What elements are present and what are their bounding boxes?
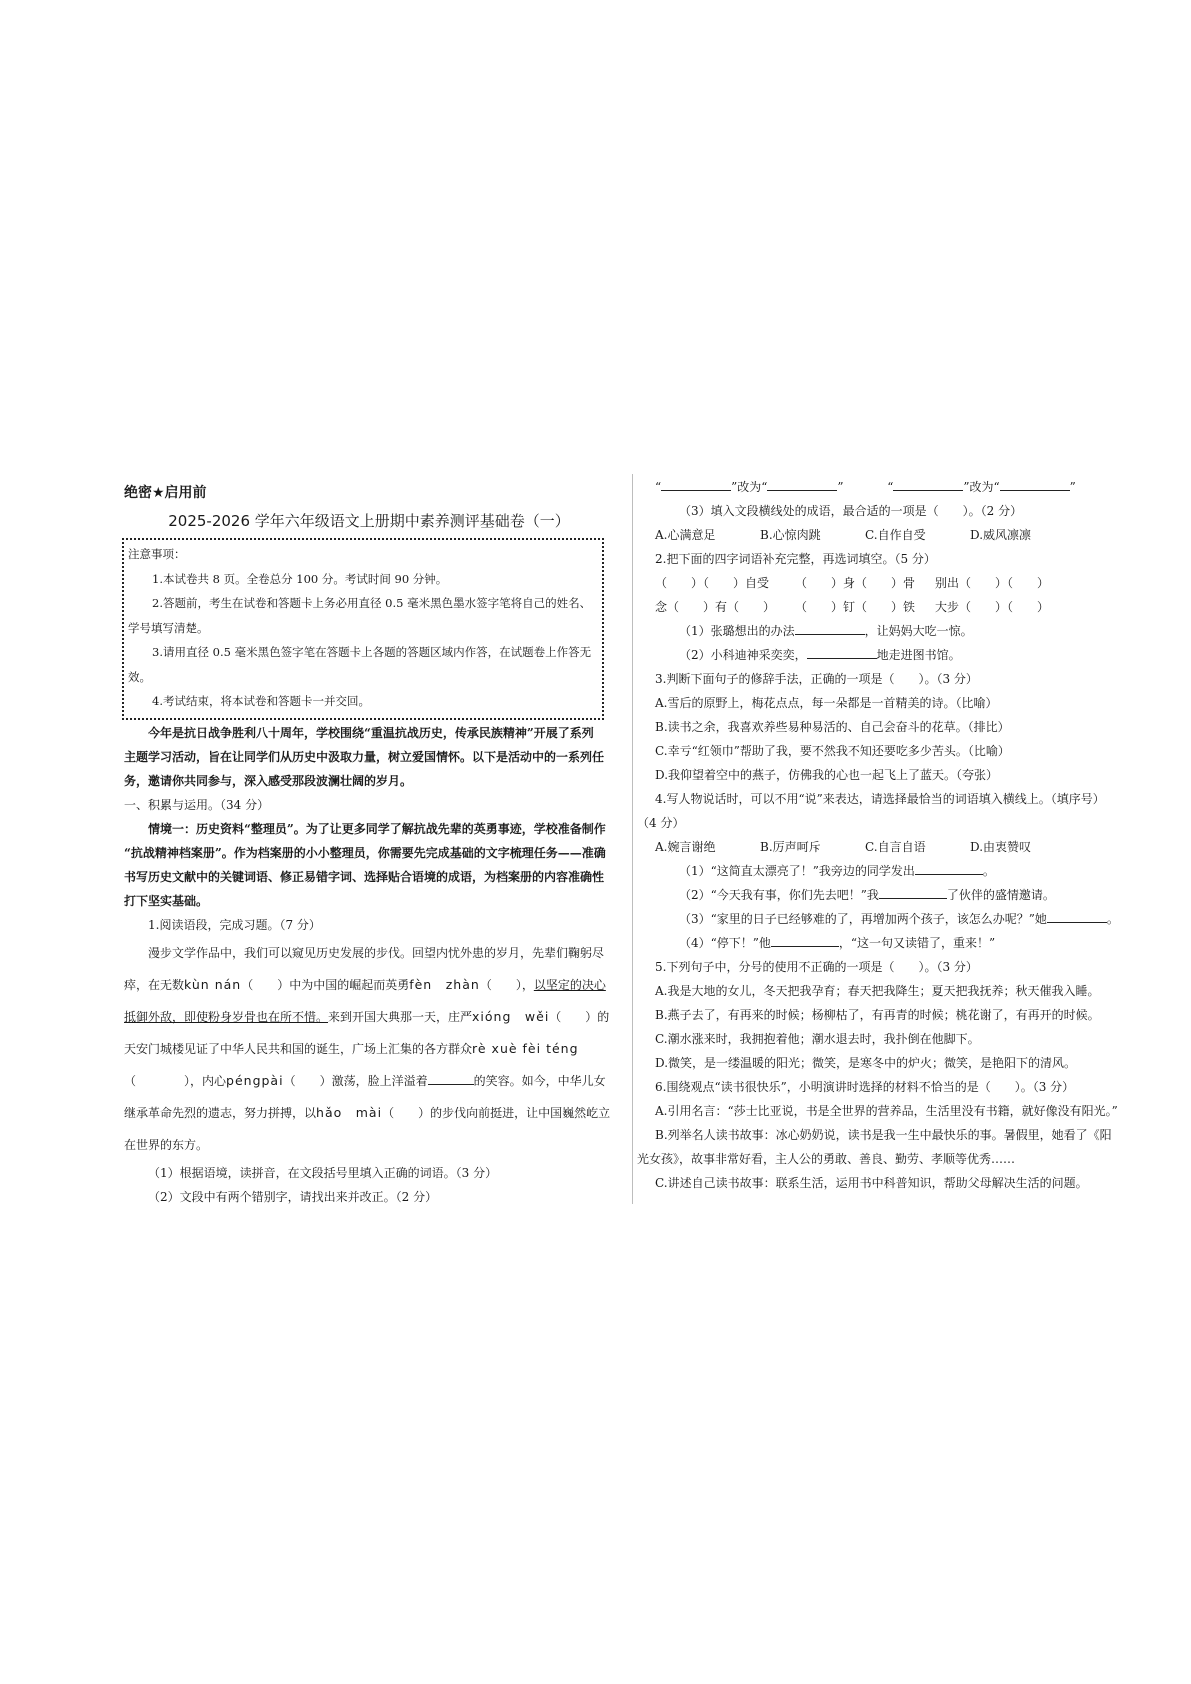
sentence-text: （1）张璐想出的办法 bbox=[679, 624, 795, 638]
answer-bracket[interactable]: （ ）的 bbox=[549, 1009, 610, 1024]
passage-text: 瘁，在无数 bbox=[124, 977, 185, 992]
idiom-row-2 bbox=[655, 595, 1125, 619]
change-label: ”改为“ bbox=[731, 480, 768, 494]
fill-blank[interactable] bbox=[771, 934, 839, 947]
fill-blank[interactable] bbox=[1047, 910, 1107, 923]
sentence-text: （2）“今天我有事，你们先去吧！”我 bbox=[679, 888, 879, 902]
pinyin-prompt: hǎo mài bbox=[316, 1104, 383, 1120]
question-1-sub2: （2）文段中有两个错别字，请找出来并改正。（2 分） bbox=[148, 1189, 438, 1204]
context-line: 打下坚实基础。 bbox=[124, 893, 209, 908]
sentence-text: ，“这一句又读错了，重来！” bbox=[838, 936, 996, 950]
pinyin-prompt: kùn nán bbox=[184, 976, 242, 992]
question-4-sub4 bbox=[655, 931, 1125, 955]
option-c[interactable]: C.自言自语 bbox=[865, 840, 926, 854]
option-d[interactable]: D.我仰望着空中的燕子，仿佛我的心也一起飞上了蓝天。（夸张） bbox=[655, 768, 999, 782]
question-1-sub3: （3）填入文段横线处的成语，最合适的一项是（ ）。（2 分） bbox=[679, 504, 1023, 518]
option-a[interactable]: A.我是大地的女儿，冬天把我孕育；春天把我降生；夏天把我抚养；秋天催我入睡。 bbox=[655, 984, 1100, 998]
underlined-sentence: 抵御外敌，即使粉身岁骨也在所不惜。 bbox=[124, 1009, 329, 1024]
idiom-item[interactable]: 别出（ ）（ ） bbox=[935, 576, 1050, 590]
question-6-stem: 6.围绕观点“读书很快乐”，小明演讲时选择的材料不恰当的是（ ）。（3 分） bbox=[655, 1080, 1075, 1094]
fill-blank[interactable] bbox=[795, 622, 865, 635]
answer-bracket[interactable]: （ ），内心 bbox=[124, 1073, 227, 1088]
underlined-sentence: 以坚定的决心 bbox=[533, 977, 606, 992]
option-b[interactable]: B.读书之余，我喜欢养些易种易活的、自己会奋斗的花草。（排比） bbox=[655, 720, 1010, 734]
idiom-row-1 bbox=[655, 571, 1125, 595]
option-c[interactable]: C.幸亏“红领巾”帮助了我，要不然我不知还要吃多少苦头。（比喻） bbox=[655, 744, 1010, 758]
pinyin-prompt: fèn zhàn bbox=[409, 976, 480, 992]
fill-blank[interactable] bbox=[879, 886, 947, 899]
answer-bracket[interactable]: （ ）， bbox=[479, 977, 534, 992]
passage-text: 天安门城楼见证了中华人民共和国的诞生，广场上汇集的各方群众 bbox=[124, 1041, 473, 1056]
passage-line bbox=[124, 1033, 614, 1065]
idiom-item[interactable]: 念（ ）有（ ） bbox=[655, 600, 776, 614]
question-1-stem: 1.阅读语段，完成习题。（7 分） bbox=[148, 917, 321, 932]
passage-line bbox=[124, 1065, 614, 1097]
question-2-stem: 2.把下面的四字词语补充完整，再选词填空。（5 分） bbox=[655, 552, 936, 566]
option-b[interactable]: B.燕子去了，有再来的时候；杨柳枯了，有再青的时候；桃花谢了，有再开的时候。 bbox=[655, 1008, 1100, 1022]
right-column bbox=[637, 475, 1125, 1195]
typo-blank[interactable] bbox=[661, 478, 731, 491]
option-d[interactable]: D.微笑，是一缕温暖的阳光；微笑，是寒冬中的炉火；微笑，是艳阳下的清风。 bbox=[655, 1056, 1077, 1070]
fill-blank[interactable] bbox=[915, 862, 983, 875]
idiom-item[interactable]: （ ）（ ）自受 bbox=[655, 576, 770, 590]
passage-line: 漫步文学作品中，我们可以窥见历史发展的步伐。回望内忧外患的岁月，先辈们鞠躬尽 bbox=[148, 945, 605, 960]
sentence-text: （2）小科迪神采奕奕， bbox=[679, 648, 807, 662]
question-4-sub1 bbox=[655, 859, 1125, 883]
correction-blank[interactable] bbox=[767, 478, 837, 491]
question-2-sub1 bbox=[655, 619, 1125, 643]
intro-line: 务，邀请你共同参与，深入感受那段波澜壮阔的岁月。 bbox=[124, 773, 413, 788]
column-divider bbox=[632, 474, 633, 1204]
sentence-text: 地走进图书馆。 bbox=[876, 648, 961, 662]
change-label: ”改为“ bbox=[963, 480, 1000, 494]
answer-bracket[interactable]: （ ）的步伐向前挺进，让中国巍然屹立 bbox=[382, 1105, 611, 1120]
passage-line: 在世界的东方。 bbox=[124, 1137, 209, 1152]
option-c[interactable]: C.潮水涨来时，我拥抱着他；潮水退去时，我扑倒在他脚下。 bbox=[655, 1032, 980, 1046]
question-2-sub2 bbox=[655, 643, 1125, 667]
question-4-score: （4 分） bbox=[637, 816, 685, 830]
passage-text: 的笑容。如今，中华儿女 bbox=[473, 1073, 606, 1088]
quote-mark: “ bbox=[887, 480, 894, 494]
intro-line: 主题学习活动，旨在让同学们从历史中汲取力量，树立爱国情怀。以下是活动中的一系列任 bbox=[124, 749, 605, 764]
passage-line bbox=[124, 969, 614, 1001]
answer-bracket[interactable]: （ ）激荡，脸上洋溢着 bbox=[283, 1073, 428, 1088]
section-heading: 一、积累与运用。（34 分） bbox=[124, 797, 270, 812]
typo-blank[interactable] bbox=[893, 478, 963, 491]
option-c[interactable]: C.讲述自己读书故事：联系生活，运用书中科普知识，帮助父母解决生活的问题。 bbox=[655, 1176, 1088, 1190]
context-paragraph bbox=[124, 817, 614, 913]
notice-item: 2.答题前，考生在试卷和答题卡上务必用直径 0.5 毫米黑色墨水签字笔将自己的姓名、 bbox=[152, 596, 592, 610]
notice-item: 效。 bbox=[128, 669, 151, 684]
notice-item: 4.考试结束，将本试卷和答题卡一并交回。 bbox=[152, 694, 370, 708]
option-a[interactable]: A.引用名言：“莎士比亚说，书是全世界的营养品，生活里没有书籍，就好像没有阳光。” bbox=[655, 1104, 1118, 1118]
typo-answer-row bbox=[655, 475, 1125, 499]
sentence-text: （3）“家里的日子已经够难的了，再增加两个孩子，该怎么办呢？”她 bbox=[679, 912, 1047, 926]
option-a[interactable]: A.心满意足 bbox=[655, 528, 716, 542]
option-c[interactable]: C.自作自受 bbox=[865, 528, 926, 542]
question-4-sub2 bbox=[655, 883, 1125, 907]
sentence-text: 。 bbox=[1106, 912, 1119, 926]
option-b[interactable]: B.厉声呵斥 bbox=[760, 840, 821, 854]
context-line: “抗战精神档案册”。作为档案册的小小整理员，你需要先完成基础的文字梳理任务——准确 bbox=[124, 845, 606, 860]
option-d[interactable]: D.威风凛凛 bbox=[970, 528, 1032, 542]
correction-blank[interactable] bbox=[1000, 478, 1070, 491]
question-5-stem: 5.下列句子中，分号的使用不正确的一项是（ ）。（3 分） bbox=[655, 960, 978, 974]
pinyin-prompt: xióng wěi bbox=[472, 1008, 550, 1024]
notice-item: 1.本试卷共 8 页。全卷总分 100 分。考试时间 90 分钟。 bbox=[152, 571, 448, 586]
option-a[interactable]: A.雪后的原野上，梅花点点，每一朵都是一首精美的诗。（比喻） bbox=[655, 696, 998, 710]
question-1-sub1: （1）根据语境，读拼音，在文段括号里填入正确的词语。（3 分） bbox=[148, 1165, 498, 1180]
sentence-text: 。 bbox=[982, 864, 995, 878]
fill-blank[interactable] bbox=[807, 646, 877, 659]
passage-text: 继承革命先烈的遗志，努力拼搏，以 bbox=[124, 1105, 317, 1120]
notice-box bbox=[122, 538, 604, 720]
option-b-continued: 光女孩》，故事非常好看，主人公的勇敢、善良、勤劳、孝顺等优秀…… bbox=[637, 1152, 1016, 1166]
answer-bracket[interactable]: （ ）中为中国的崛起而英勇 bbox=[241, 977, 410, 992]
idiom-blank[interactable] bbox=[428, 1072, 474, 1085]
idiom-item[interactable]: 大步（ ）（ ） bbox=[935, 600, 1050, 614]
sentence-text: （4）“停下！”他 bbox=[679, 936, 771, 950]
context-line: 情境一：历史资料“整理员”。为了让更多同学了解抗战先辈的英勇事迹，学校准备制作 bbox=[148, 821, 606, 836]
notice-item: 学号填写清楚。 bbox=[128, 620, 209, 635]
option-b[interactable]: B.列举名人读书故事：冰心奶奶说，读书是我一生中最快乐的事。暑假里，她看了《阳 bbox=[655, 1128, 1112, 1142]
quote-mark: ” bbox=[1069, 480, 1076, 494]
question-4-options bbox=[655, 835, 1125, 859]
sentence-text: ，让妈妈大吃一惊。 bbox=[864, 624, 973, 638]
secret-mark: 绝密★启用前 bbox=[124, 485, 207, 501]
quote-mark: “ bbox=[655, 480, 662, 494]
idiom-item[interactable]: （ ）身（ ）骨 bbox=[795, 576, 916, 590]
intro-line: 今年是抗日战争胜利八十周年，学校围绕“重温抗战历史，传承民族精神”开展了系列 bbox=[148, 725, 594, 740]
intro-paragraph bbox=[124, 721, 614, 793]
pinyin-prompt: rè xuè fèi téng bbox=[472, 1040, 579, 1056]
passage-text: 来到开国大典那一天，庄严 bbox=[328, 1009, 473, 1024]
option-d[interactable]: D.由衷赞叹 bbox=[970, 840, 1032, 854]
notice-item: 3.请用直径 0.5 毫米黑色签字笔在答题卡上各题的答题区域内作答，在试题卷上作答无 bbox=[152, 645, 592, 659]
reading-passage bbox=[124, 937, 614, 1161]
left-column bbox=[124, 482, 614, 1209]
quote-mark: ” bbox=[837, 480, 844, 494]
question-4-sub3 bbox=[655, 907, 1125, 931]
context-line: 书写历史文献中的关键词语、修正易错字词、选择贴合语境的成语，为档案册的内容准确性 bbox=[124, 869, 605, 884]
question-4-stem: 4.写人物说话时，可以不用“说”来表达，请选择最恰当的词语填入横线上。（填序号） bbox=[655, 792, 1105, 806]
sentence-text: 了伙伴的盛情邀请。 bbox=[946, 888, 1055, 902]
notice-heading: 注意事项： bbox=[128, 547, 186, 561]
question-1-sub3-options bbox=[655, 523, 1125, 547]
idiom-item[interactable]: （ ）钉（ ）铁 bbox=[795, 600, 916, 614]
option-a[interactable]: A.婉言谢绝 bbox=[655, 840, 716, 854]
passage-line bbox=[124, 1001, 614, 1033]
question-3-stem: 3.判断下面句子的修辞手法，正确的一项是（ ）。（3 分） bbox=[655, 672, 978, 686]
sentence-text: （1）“这简直太漂亮了！”我旁边的同学发出 bbox=[679, 864, 915, 878]
option-b[interactable]: B.心惊肉跳 bbox=[760, 528, 821, 542]
pinyin-prompt: péngpài bbox=[226, 1072, 284, 1088]
passage-line bbox=[124, 1097, 614, 1129]
exam-title: 2025-2026 学年六年级语文上册期中素养测评基础卷（一） bbox=[168, 512, 570, 530]
